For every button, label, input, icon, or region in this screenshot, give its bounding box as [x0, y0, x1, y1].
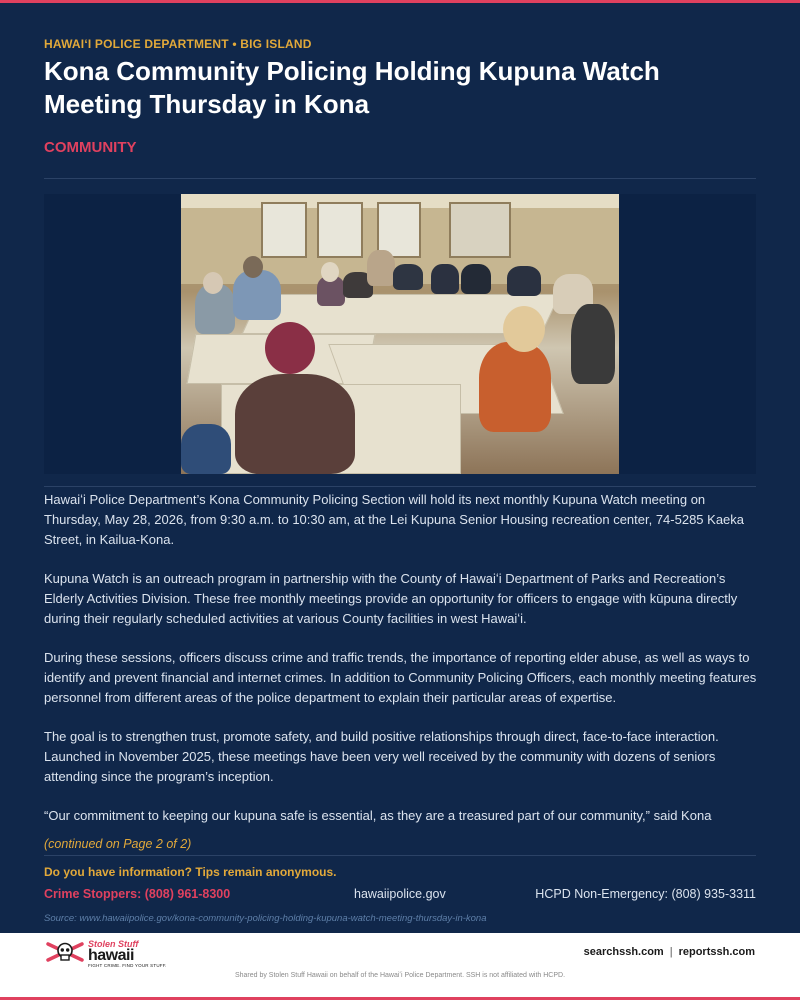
divider	[44, 486, 756, 487]
police-website-link[interactable]: hawaiipolice.gov	[354, 887, 446, 901]
article-paragraph: The goal is to strengthen trust, promote safety, and build positive relationships through direct, face-to-face interaction. Launched in November 2025, these meetings have been very well received by the community with dozens of seniors attending since the program’s inception.	[44, 729, 719, 784]
article-paragraph: Kupuna Watch is an outreach program in partnership with the County of Hawaiʻi Department of Parks and Recreation’s Elderly Activities Division. These free monthly meetings provide an opportunity for officers to engage with kūpuna directly during their regularly scheduled activities at various County facilities in west Hawaiʻi.	[44, 571, 738, 626]
contact-row	[44, 887, 756, 905]
headline: Kona Community Policing Holding Kupuna Watch Meeting Thursday in Kona	[44, 56, 660, 119]
footer-links	[584, 946, 755, 958]
logo-text-main: hawaii	[88, 947, 134, 964]
article-body	[44, 490, 760, 845]
category-label: COMMUNITY	[44, 139, 137, 156]
source-link[interactable]: Source: www.hawaiipolice.gov/kona-community-policing-holding-kupuna-watch-meeting-thursday-in-kona	[44, 913, 487, 924]
skull-and-crossbones-icon	[46, 941, 84, 963]
photo-frame	[44, 194, 756, 474]
department-kicker: HAWAIʻI POLICE DEPARTMENT • BIG ISLAND	[44, 37, 312, 51]
crime-stoppers-phone[interactable]: Crime Stoppers: (808) 961-8300	[44, 887, 231, 901]
continued-note: (continued on Page 2 of 2)	[44, 837, 192, 851]
logo-tagline: FIGHT CRIME. FIND YOUR STUFF.	[88, 963, 167, 968]
link-separator: |	[669, 946, 673, 958]
meeting-photo	[181, 194, 619, 474]
search-site-link[interactable]: searchssh.com	[583, 946, 664, 958]
article-paragraph: “Our commitment to keeping our kupuna safe is essential, as they are a treasured part of our community,” said Kona	[44, 808, 712, 823]
tips-prompt: Do you have information? Tips remain anonymous.	[44, 865, 337, 879]
stolen-stuff-hawaii-logo[interactable]	[46, 939, 167, 968]
divider	[44, 855, 756, 856]
divider	[44, 178, 756, 179]
logo-text-top: Stolen Stuff	[88, 939, 139, 949]
press-release-card	[0, 3, 800, 933]
article-paragraph: During these sessions, officers discuss crime and traffic trends, the importance of reporting elder abuse, as well as ways to identify and prevent financial and internet crimes. In addition to Community Policing Officers, each monthly meeting features personnel from different areas of the police department to explain their particular areas of expertise.	[44, 650, 757, 705]
footer-disclaimer: Shared by Stolen Stuff Hawaii on behalf of the Hawaiʻi Police Department. SSH is not affiliated with HCPD.	[234, 972, 566, 979]
report-site-link[interactable]: reportssh.com	[678, 946, 755, 958]
article-paragraph: Hawaiʻi Police Department’s Kona Community Policing Section will hold its next monthly Kupuna Watch meeting on Thursday, May 28, 2026, from 9:30 a.m. to 10:30 am, at the Lei Kupuna Senior Housing recreation center, 74-5285 Kaeka Street, in Kailua-Kona.	[44, 492, 745, 547]
non-emergency-phone[interactable]: HCPD Non-Emergency: (808) 935-3311	[535, 887, 756, 901]
footer	[0, 933, 800, 997]
